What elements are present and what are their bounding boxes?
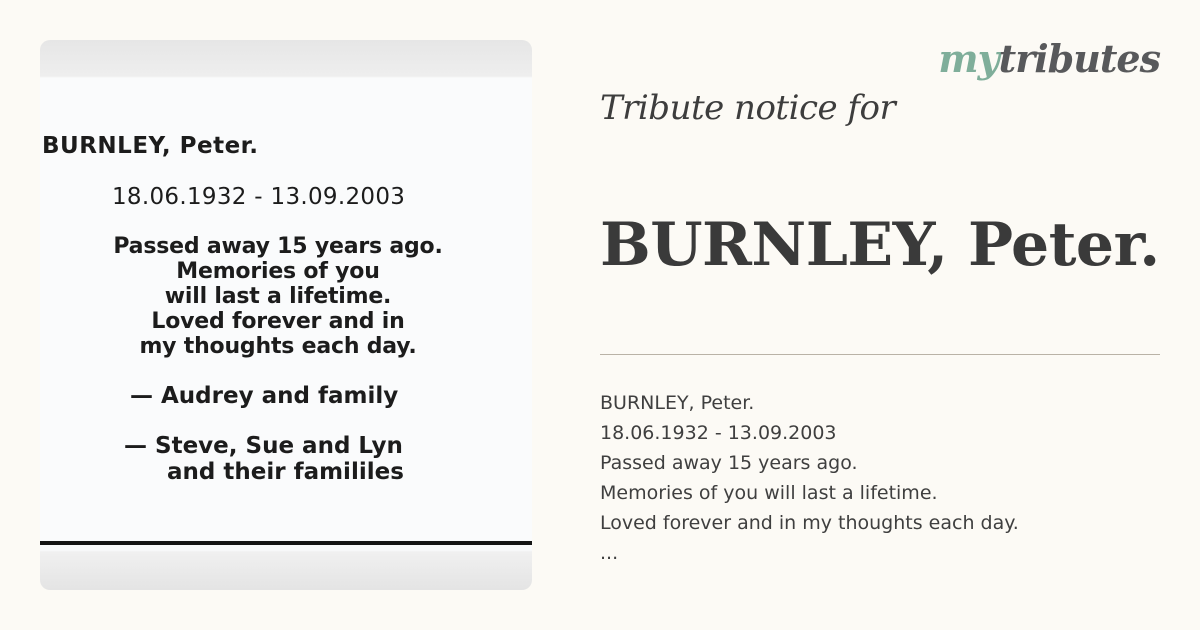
notice-bottom-rule	[40, 541, 532, 545]
notice-message-line: Passed away 15 years ago.	[113, 234, 443, 259]
excerpt-ellipsis: ...	[600, 542, 619, 564]
notice-signature-audrey: — Audrey and family	[130, 383, 399, 409]
divider	[600, 354, 1160, 355]
notice-excerpt	[600, 388, 1160, 568]
notice-signature-steve	[124, 433, 532, 485]
logo-part-tributes: tributes	[998, 36, 1160, 81]
notice-name: BURNLEY, Peter.	[42, 133, 259, 159]
notice-signature-line: — Steve, Sue and Lyn	[124, 433, 403, 459]
excerpt-line: Passed away 15 years ago.	[600, 452, 858, 474]
notice-image	[40, 40, 532, 590]
excerpt-line: BURNLEY, Peter.	[600, 392, 755, 414]
notice-message-line: will last a lifetime.	[164, 284, 392, 309]
notice-message-line: Memories of you	[176, 259, 380, 284]
excerpt-line: 18.06.1932 - 13.09.2003	[600, 422, 837, 444]
logo-part-my: my	[938, 36, 999, 81]
page-title: BURNLEY, Peter.	[600, 210, 1160, 280]
notice-message-line: my thoughts each day.	[139, 334, 417, 359]
notice-message	[40, 234, 532, 359]
mytributes-logo[interactable]	[938, 36, 1160, 81]
notice-message-line: Loved forever and in	[151, 309, 405, 334]
notice-dates: 18.06.1932 - 13.09.2003	[112, 184, 406, 210]
page-subtitle: Tribute notice for	[600, 88, 896, 128]
notice-signature-line: and their famililes	[167, 459, 404, 485]
excerpt-line: Memories of you will last a lifetime.	[600, 482, 938, 504]
excerpt-line: Loved forever and in my thoughts each day.	[600, 512, 1019, 534]
